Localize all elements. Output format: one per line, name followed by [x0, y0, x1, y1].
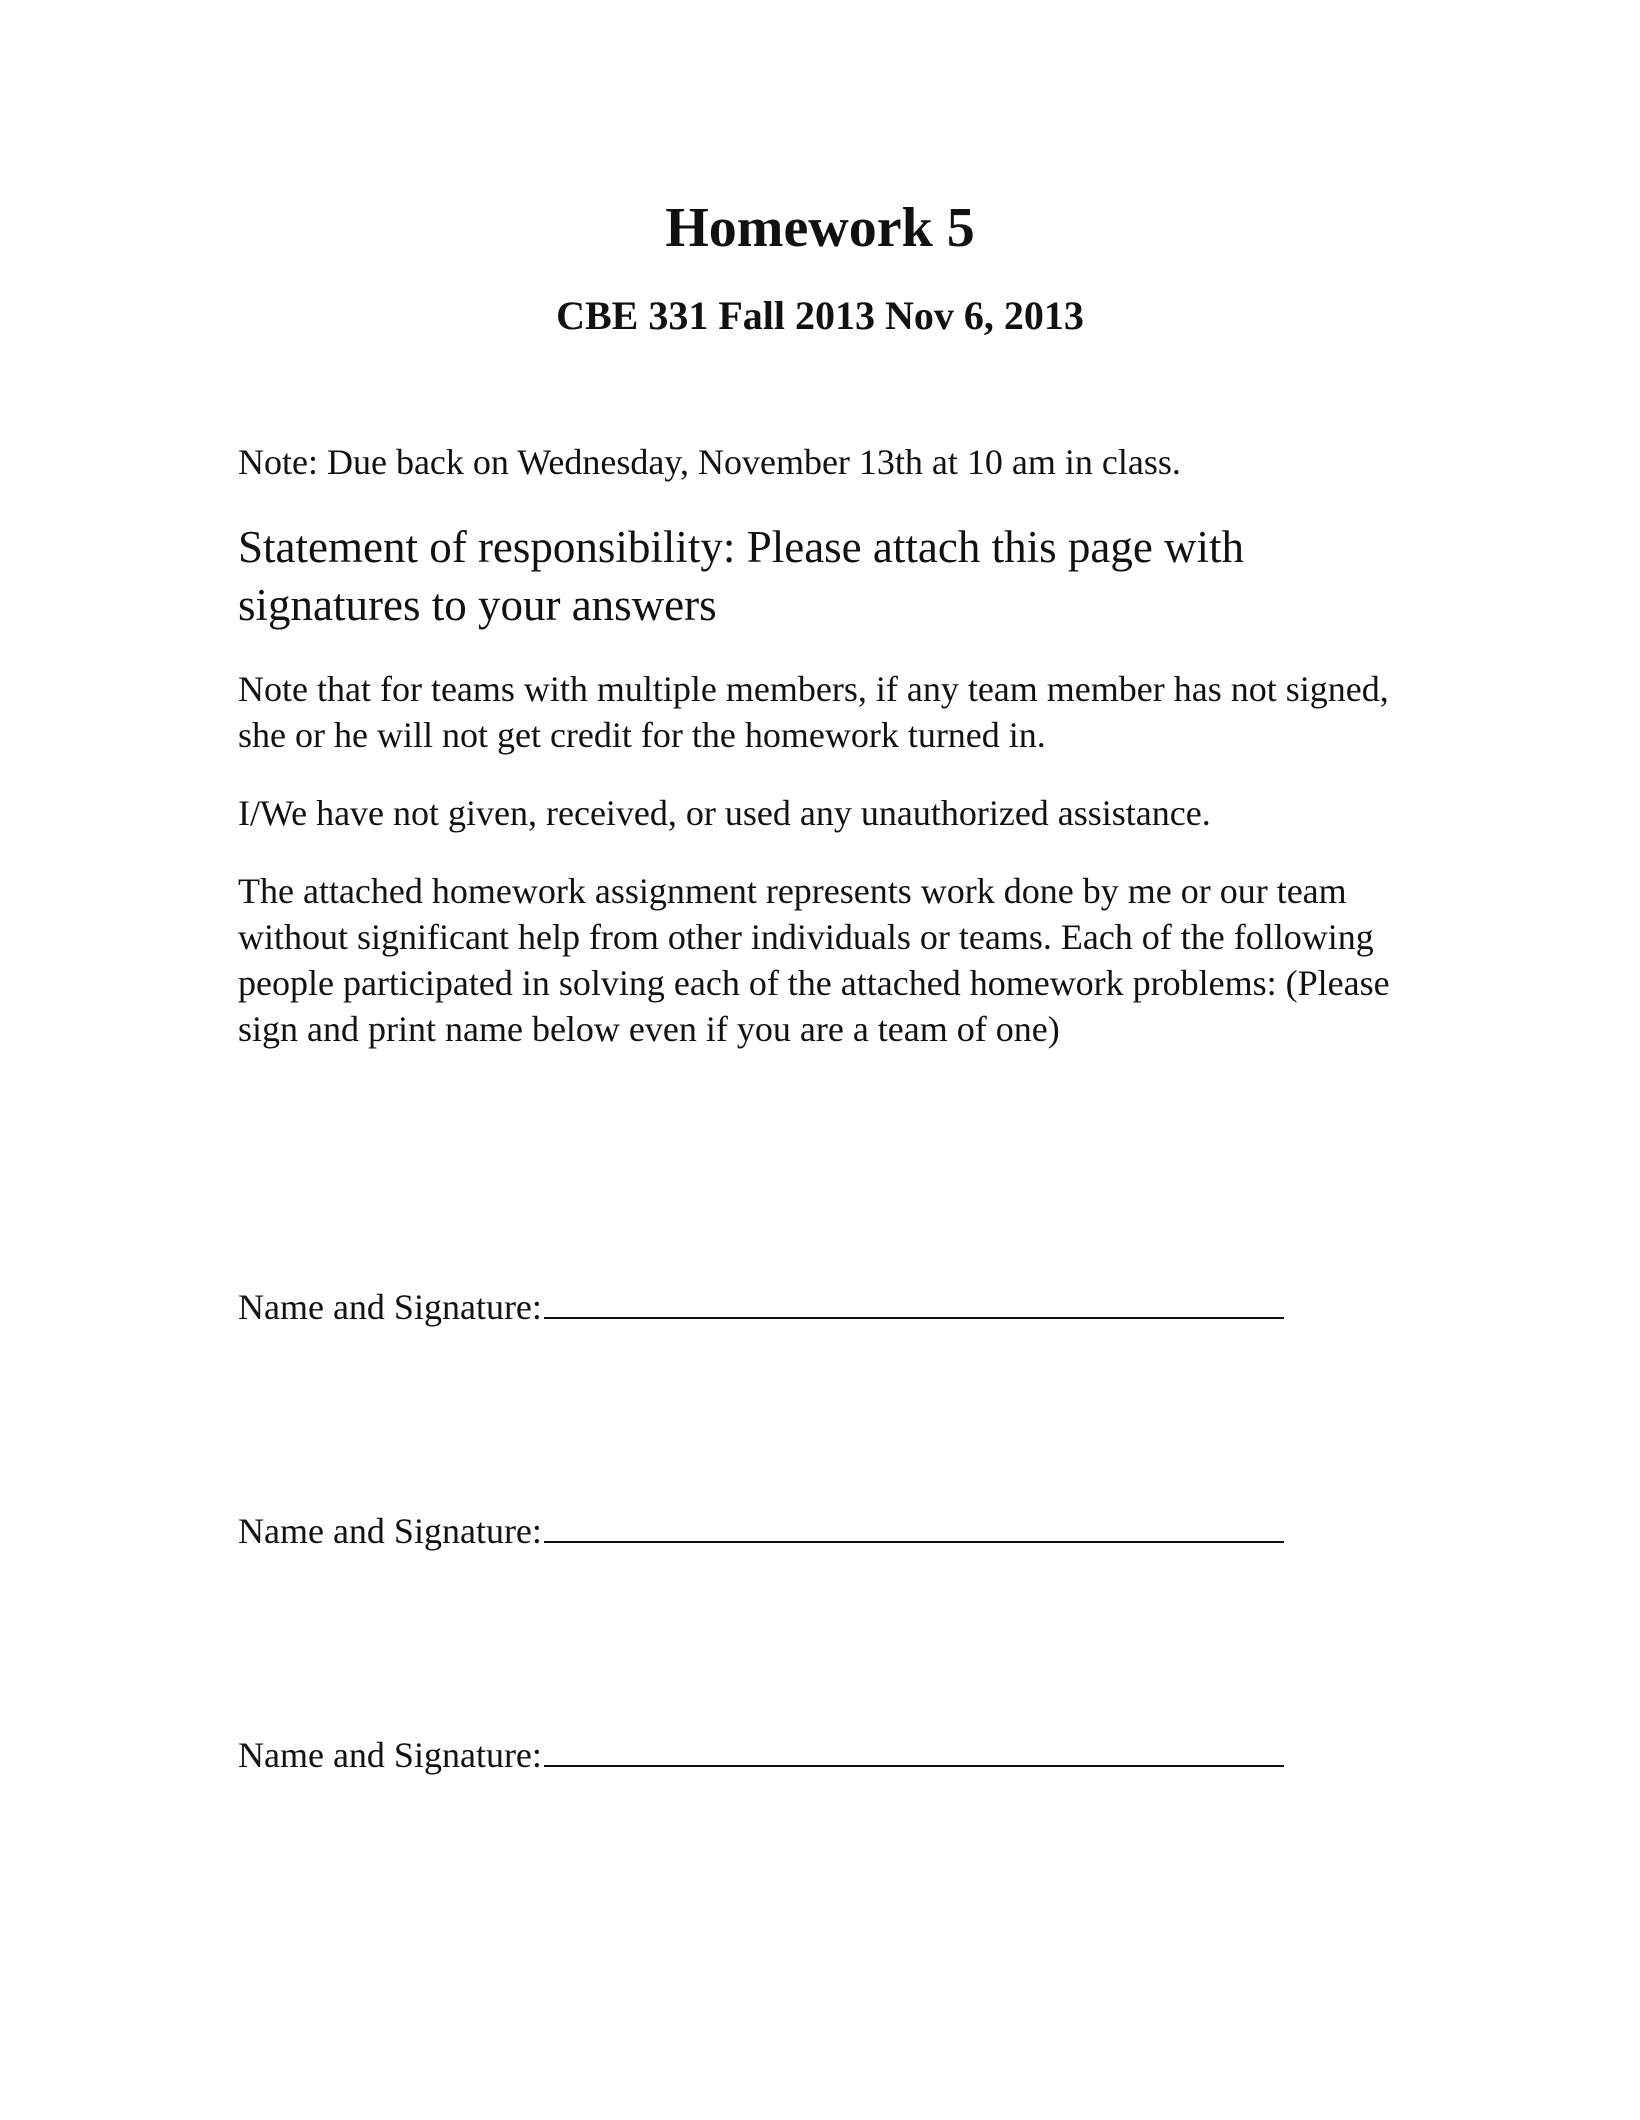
- course-subtitle: CBE 331 Fall 2013 Nov 6, 2013: [556, 293, 1084, 338]
- team-signature-note: Note that for teams with multiple members, if any team member has not signed, she or he will not get credit for the homework turned in.: [238, 669, 1389, 755]
- signature-label: Name and Signature:: [238, 1735, 542, 1775]
- no-assistance-statement: I/We have not given, received, or used any unauthorized assistance.: [238, 793, 1211, 833]
- statement-heading: Statement of responsibility: Please attach this page with signatures to your answers: [238, 522, 1245, 630]
- signature-label: Name and Signature:: [238, 1511, 542, 1551]
- signature-field: [238, 1732, 1284, 1778]
- signature-field: [238, 1508, 1284, 1554]
- signature-line[interactable]: [544, 1511, 1284, 1543]
- signature-line[interactable]: [544, 1287, 1284, 1319]
- due-date-note: Note: Due back on Wednesday, November 13th at 10 am in class.: [238, 442, 1181, 482]
- page-title: Homework 5: [665, 197, 975, 259]
- work-attestation-paragraph: The attached homework assignment represents work done by me or our team without significant help from other individuals or teams. Each of the following people participated in solving each of the attached homework problems: (Please sign and print name below even if you are a team of one): [238, 871, 1390, 1049]
- signature-field: [238, 1284, 1284, 1330]
- signature-label: Name and Signature:: [238, 1287, 542, 1327]
- signature-line[interactable]: [544, 1735, 1284, 1767]
